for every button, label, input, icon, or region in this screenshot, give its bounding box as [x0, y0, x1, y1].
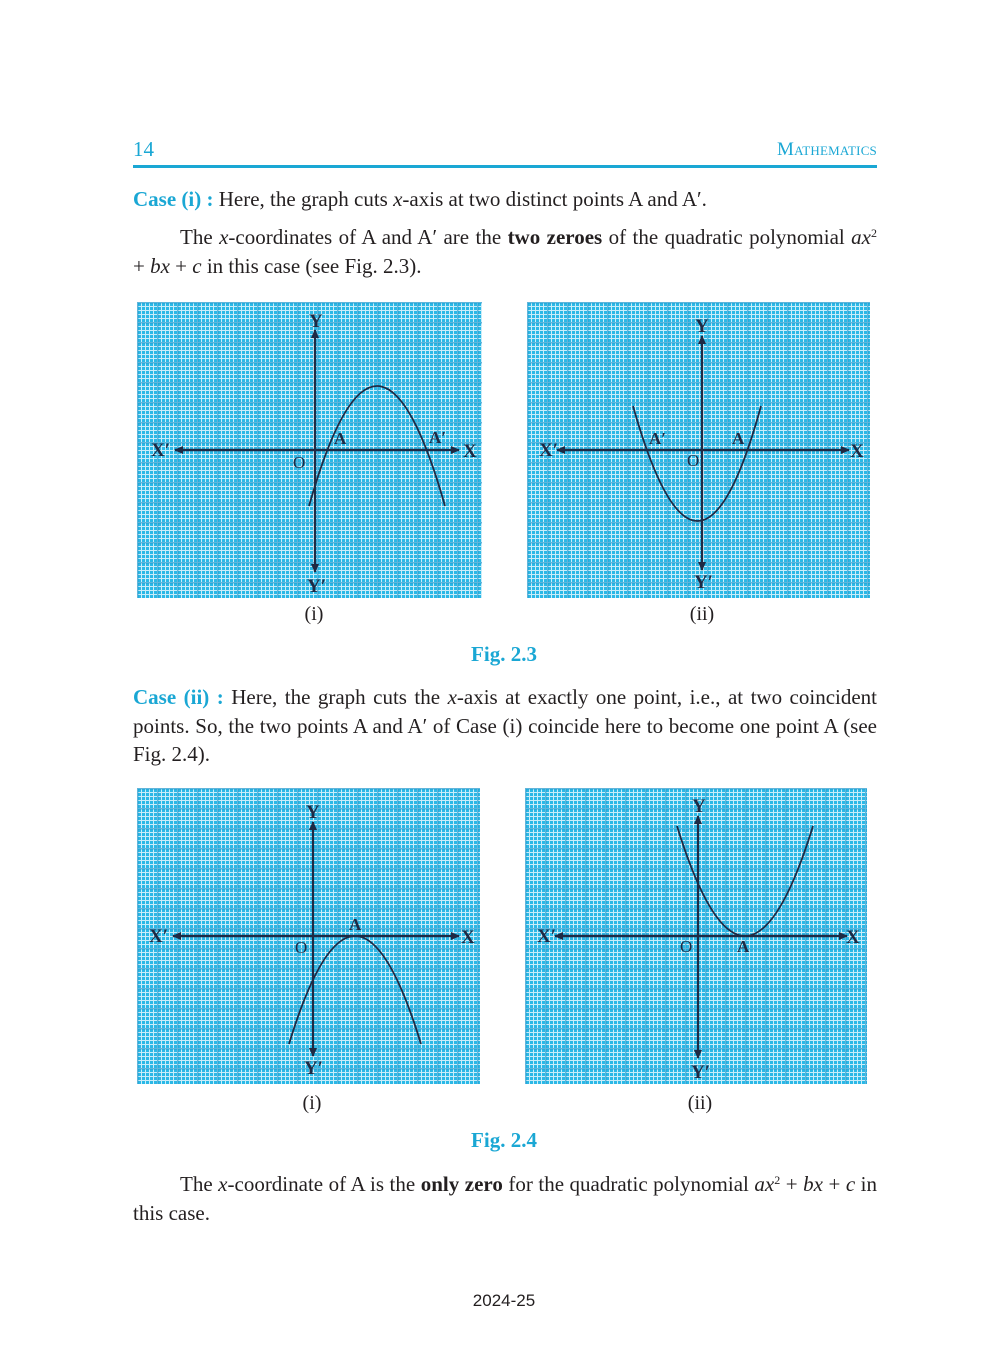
svg-text:Y: Y — [692, 796, 706, 817]
svg-text:A: A — [732, 429, 745, 448]
fig-2-4-i-graph — [137, 788, 480, 1084]
fig-2-3-i-graph — [137, 302, 482, 598]
svg-text:Y′: Y′ — [691, 1062, 711, 1083]
fig-2-4-ii-label: (ii) — [687, 1092, 713, 1114]
two-zeroes-emphasis: two zeroes — [507, 225, 603, 249]
svg-text:Y: Y — [306, 802, 320, 823]
svg-text:O: O — [687, 451, 700, 470]
point-a-label: A — [334, 429, 347, 448]
fig-2-3-caption: Fig. 2.3 — [471, 642, 537, 666]
svg-text:X: X — [850, 441, 864, 462]
svg-text:X′: X′ — [539, 440, 559, 461]
fig-2-4-ii-graph — [525, 788, 867, 1084]
zeroes-paragraph: The x-coordinates of A and A′ are the two zeroes of the quadratic polynomial $ax^2$ + bx + c in this case (see Fig. 2.3). — [133, 225, 877, 278]
svg-text:X: X — [846, 927, 860, 948]
svg-text:A: A — [349, 915, 362, 934]
origin-label: O — [293, 453, 306, 472]
y-neg-label: Y′ — [307, 576, 327, 597]
page-number: 14 — [133, 137, 154, 161]
case-ii-paragraph: Case (ii) : Here, the graph cuts the x-axis at exactly one point, i.e., at two coincident points. So, the two points A and A′ of Case (i) coincide here to become one point A (see Fig. 2.4). — [133, 685, 877, 766]
conclusion-paragraph: The x-coordinate of A is the only zero for the quadratic polynomial $ax^2$ + bx + c in this case. — [133, 1172, 877, 1225]
svg-text:O: O — [295, 938, 308, 957]
fig-2-4-i-label: (i) — [302, 1092, 322, 1114]
case-i-paragraph: Case (i) : Here, the graph cuts x-axis at two distinct points A and A′. — [133, 187, 707, 211]
svg-text:Y′: Y′ — [694, 572, 714, 593]
svg-text:A: A — [737, 937, 750, 956]
case-ii-lead: Case (ii) : — [133, 685, 224, 709]
fig-2-4-caption: Fig. 2.4 — [471, 1128, 537, 1152]
footer-year: 2024-25 — [472, 1291, 536, 1310]
svg-text:Y′: Y′ — [304, 1058, 324, 1079]
svg-text:A′: A′ — [649, 429, 667, 448]
svg-text:Y: Y — [695, 316, 709, 337]
point-a-prime-label: A′ — [429, 428, 447, 447]
fig-2-3-ii-label: (ii) — [689, 603, 715, 625]
svg-text:O: O — [680, 937, 693, 956]
x-neg-label: X′ — [151, 440, 171, 461]
svg-text:X′: X′ — [149, 926, 169, 947]
y-pos-label: Y — [309, 311, 323, 332]
header-rule — [133, 165, 877, 168]
fig-2-3-ii-graph — [527, 302, 870, 598]
case-i-lead: Case (i) : — [133, 187, 214, 211]
fig-2-3-i-label: (i) — [304, 603, 324, 625]
svg-text:X: X — [461, 927, 475, 948]
svg-text:X′: X′ — [537, 926, 557, 947]
only-zero-emphasis: only zero — [420, 1172, 503, 1196]
running-title: Mathematics — [777, 139, 877, 160]
x-pos-label: X — [463, 441, 477, 462]
